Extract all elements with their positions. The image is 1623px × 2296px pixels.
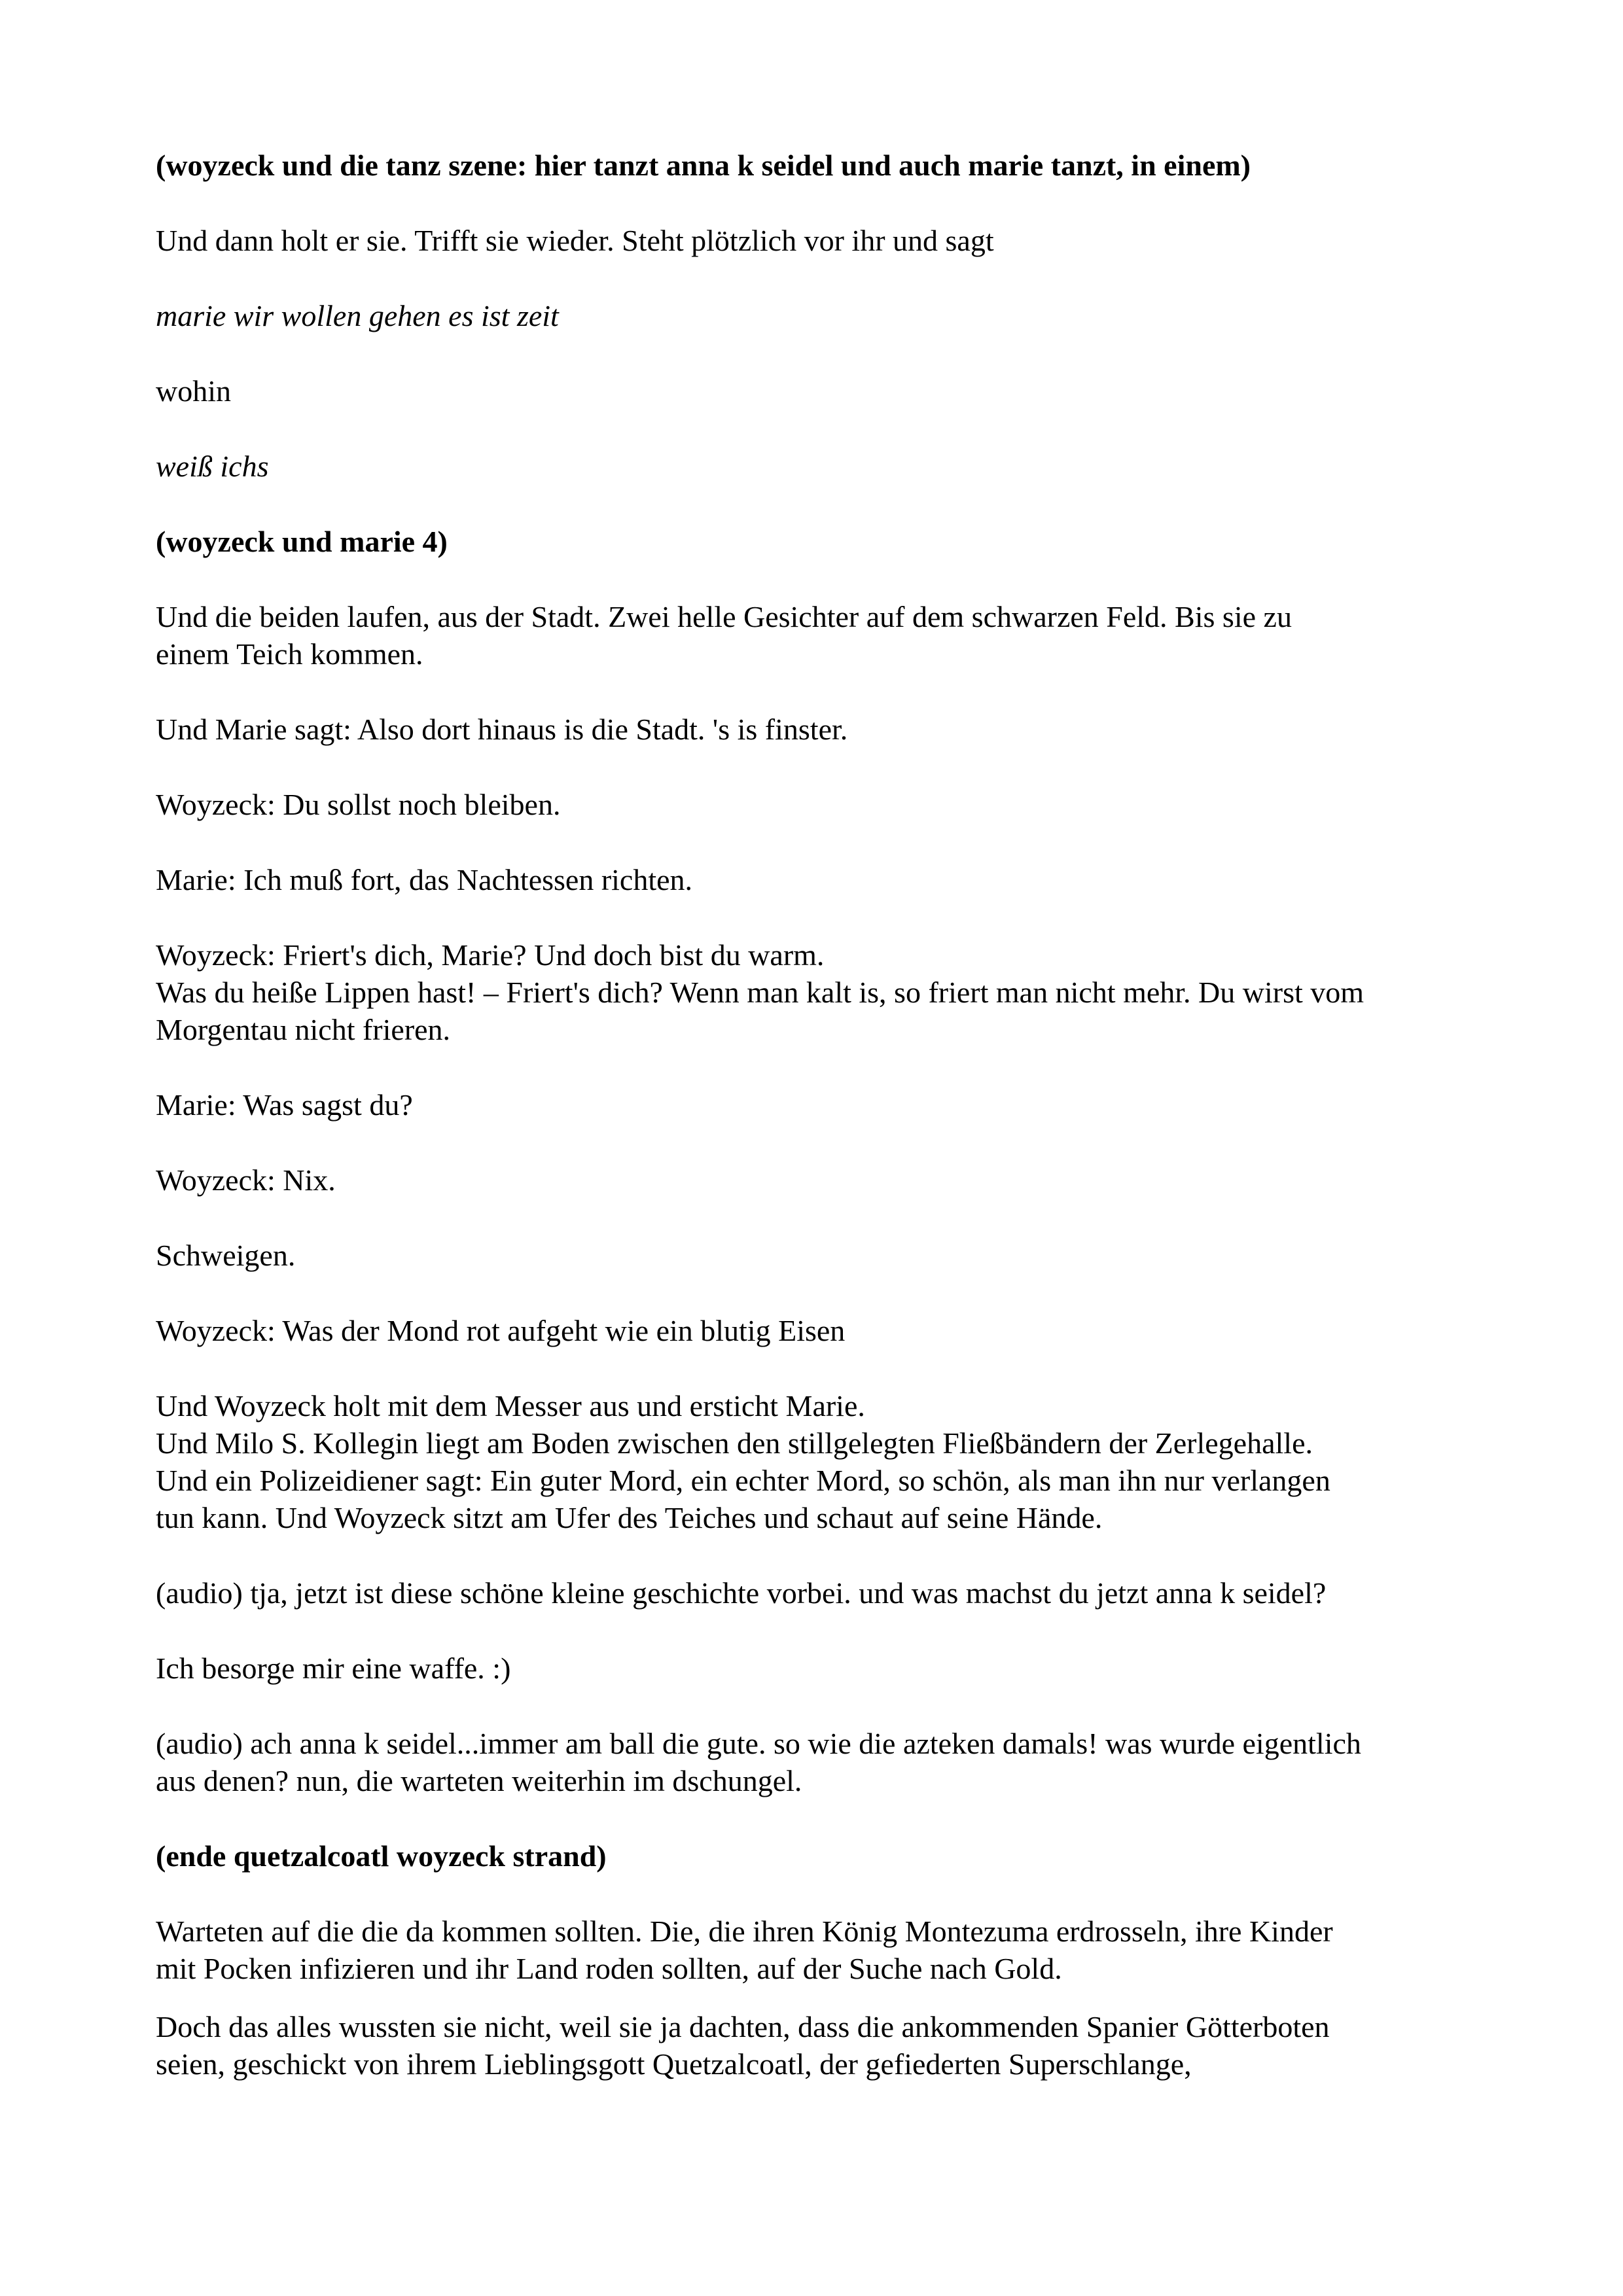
text-line: aus denen? nun, die warteten weiterhin im dschungel. <box>156 1764 802 1797</box>
text-line: Doch das alles wussten sie nicht, weil sie ja dachten, dass die ankommenden Spanier Götterboten <box>156 2010 1330 2043</box>
text-line: einem Teich kommen. <box>156 637 423 671</box>
paragraph <box>156 598 1491 673</box>
text-line: marie wir wollen gehen es ist zeit <box>156 299 559 332</box>
paragraph <box>156 1650 1491 1687</box>
text-line: Was du heiße Lippen hast! – Friert's dich? Wenn man kalt is, so friert man nicht mehr. Du wirst vom <box>156 976 1364 1009</box>
text-line: Schweigen. <box>156 1239 296 1272</box>
paragraph <box>156 222 1491 259</box>
paragraph <box>156 1387 1491 1536</box>
text-line: Und dann holt er sie. Trifft sie wieder. Steht plötzlich vor ihr und sagt <box>156 224 994 257</box>
italic-dialogue <box>156 448 1491 485</box>
italic-dialogue <box>156 297 1491 334</box>
text-line: (audio) ach anna k seidel...immer am ball die gute. so wie die azteken damals! was wurde eigentlich <box>156 1727 1361 1760</box>
text-line: mit Pocken infizieren und ihr Land roden sollten, auf der Suche nach Gold. <box>156 1952 1062 1985</box>
text-line: Und Woyzeck holt mit dem Messer aus und ersticht Marie. <box>156 1389 865 1422</box>
text-line: wohin <box>156 374 231 408</box>
text-line: (woyzeck und marie 4) <box>156 525 448 558</box>
scene-heading <box>156 147 1491 184</box>
paragraph <box>156 711 1491 748</box>
text-line: Warteten auf die die da kommen sollten. Die, die ihren König Montezuma erdrosseln, ihre Kinder <box>156 1915 1333 1948</box>
document-body <box>156 147 1491 2121</box>
text-line: Woyzeck: Was der Mond rot aufgeht wie ein blutig Eisen <box>156 1314 846 1347</box>
paragraph <box>156 786 1491 823</box>
text-line: Woyzeck: Nix. <box>156 1163 336 1197</box>
paragraph <box>156 2008 1491 2083</box>
paragraph <box>156 1574 1491 1612</box>
paragraph <box>156 372 1491 410</box>
text-line: Marie: Was sagst du? <box>156 1088 413 1122</box>
text-line: seien, geschickt von ihrem Lieblingsgott Quetzalcoatl, der gefiederten Superschlange, <box>156 2047 1192 2081</box>
paragraph <box>156 1161 1491 1199</box>
scene-heading <box>156 523 1491 560</box>
text-line: Und die beiden laufen, aus der Stadt. Zwei helle Gesichter auf dem schwarzen Feld. Bis sie zu <box>156 600 1292 633</box>
paragraph <box>156 936 1491 1048</box>
paragraph <box>156 1725 1491 1799</box>
scene-heading <box>156 1837 1491 1875</box>
paragraph <box>156 1237 1491 1274</box>
text-line: Und Milo S. Kollegin liegt am Boden zwischen den stillgelegten Fließbändern der Zerlegehalle. <box>156 1426 1313 1460</box>
text-line: Morgentau nicht frieren. <box>156 1013 451 1046</box>
paragraph <box>156 861 1491 898</box>
text-line: Und Marie sagt: Also dort hinaus is die Stadt. 's is finster. <box>156 713 848 746</box>
text-line: Woyzeck: Friert's dich, Marie? Und doch bist du warm. <box>156 938 825 972</box>
paragraph <box>156 1086 1491 1123</box>
text-line: Woyzeck: Du sollst noch bleiben. <box>156 788 561 821</box>
text-line: (audio) tja, jetzt ist diese schöne kleine geschichte vorbei. und was machst du jetzt anna k seidel? <box>156 1576 1327 1610</box>
text-line: Ich besorge mir eine waffe. :) <box>156 1651 511 1685</box>
text-line: (ende quetzalcoatl woyzeck strand) <box>156 1839 607 1873</box>
text-line: Marie: Ich muß fort, das Nachtessen richten. <box>156 863 693 896</box>
text-line: weiß ichs <box>156 450 269 483</box>
paragraph <box>156 1913 1491 1987</box>
paragraph <box>156 1312 1491 1349</box>
text-line: (woyzeck und die tanz szene: hier tanzt anna k seidel und auch marie tanzt, in einem) <box>156 149 1251 182</box>
text-line: tun kann. Und Woyzeck sitzt am Ufer des Teiches und schaut auf seine Hände. <box>156 1501 1103 1534</box>
text-line: Und ein Polizeidiener sagt: Ein guter Mord, ein echter Mord, so schön, als man ihn nur verlangen <box>156 1464 1330 1497</box>
